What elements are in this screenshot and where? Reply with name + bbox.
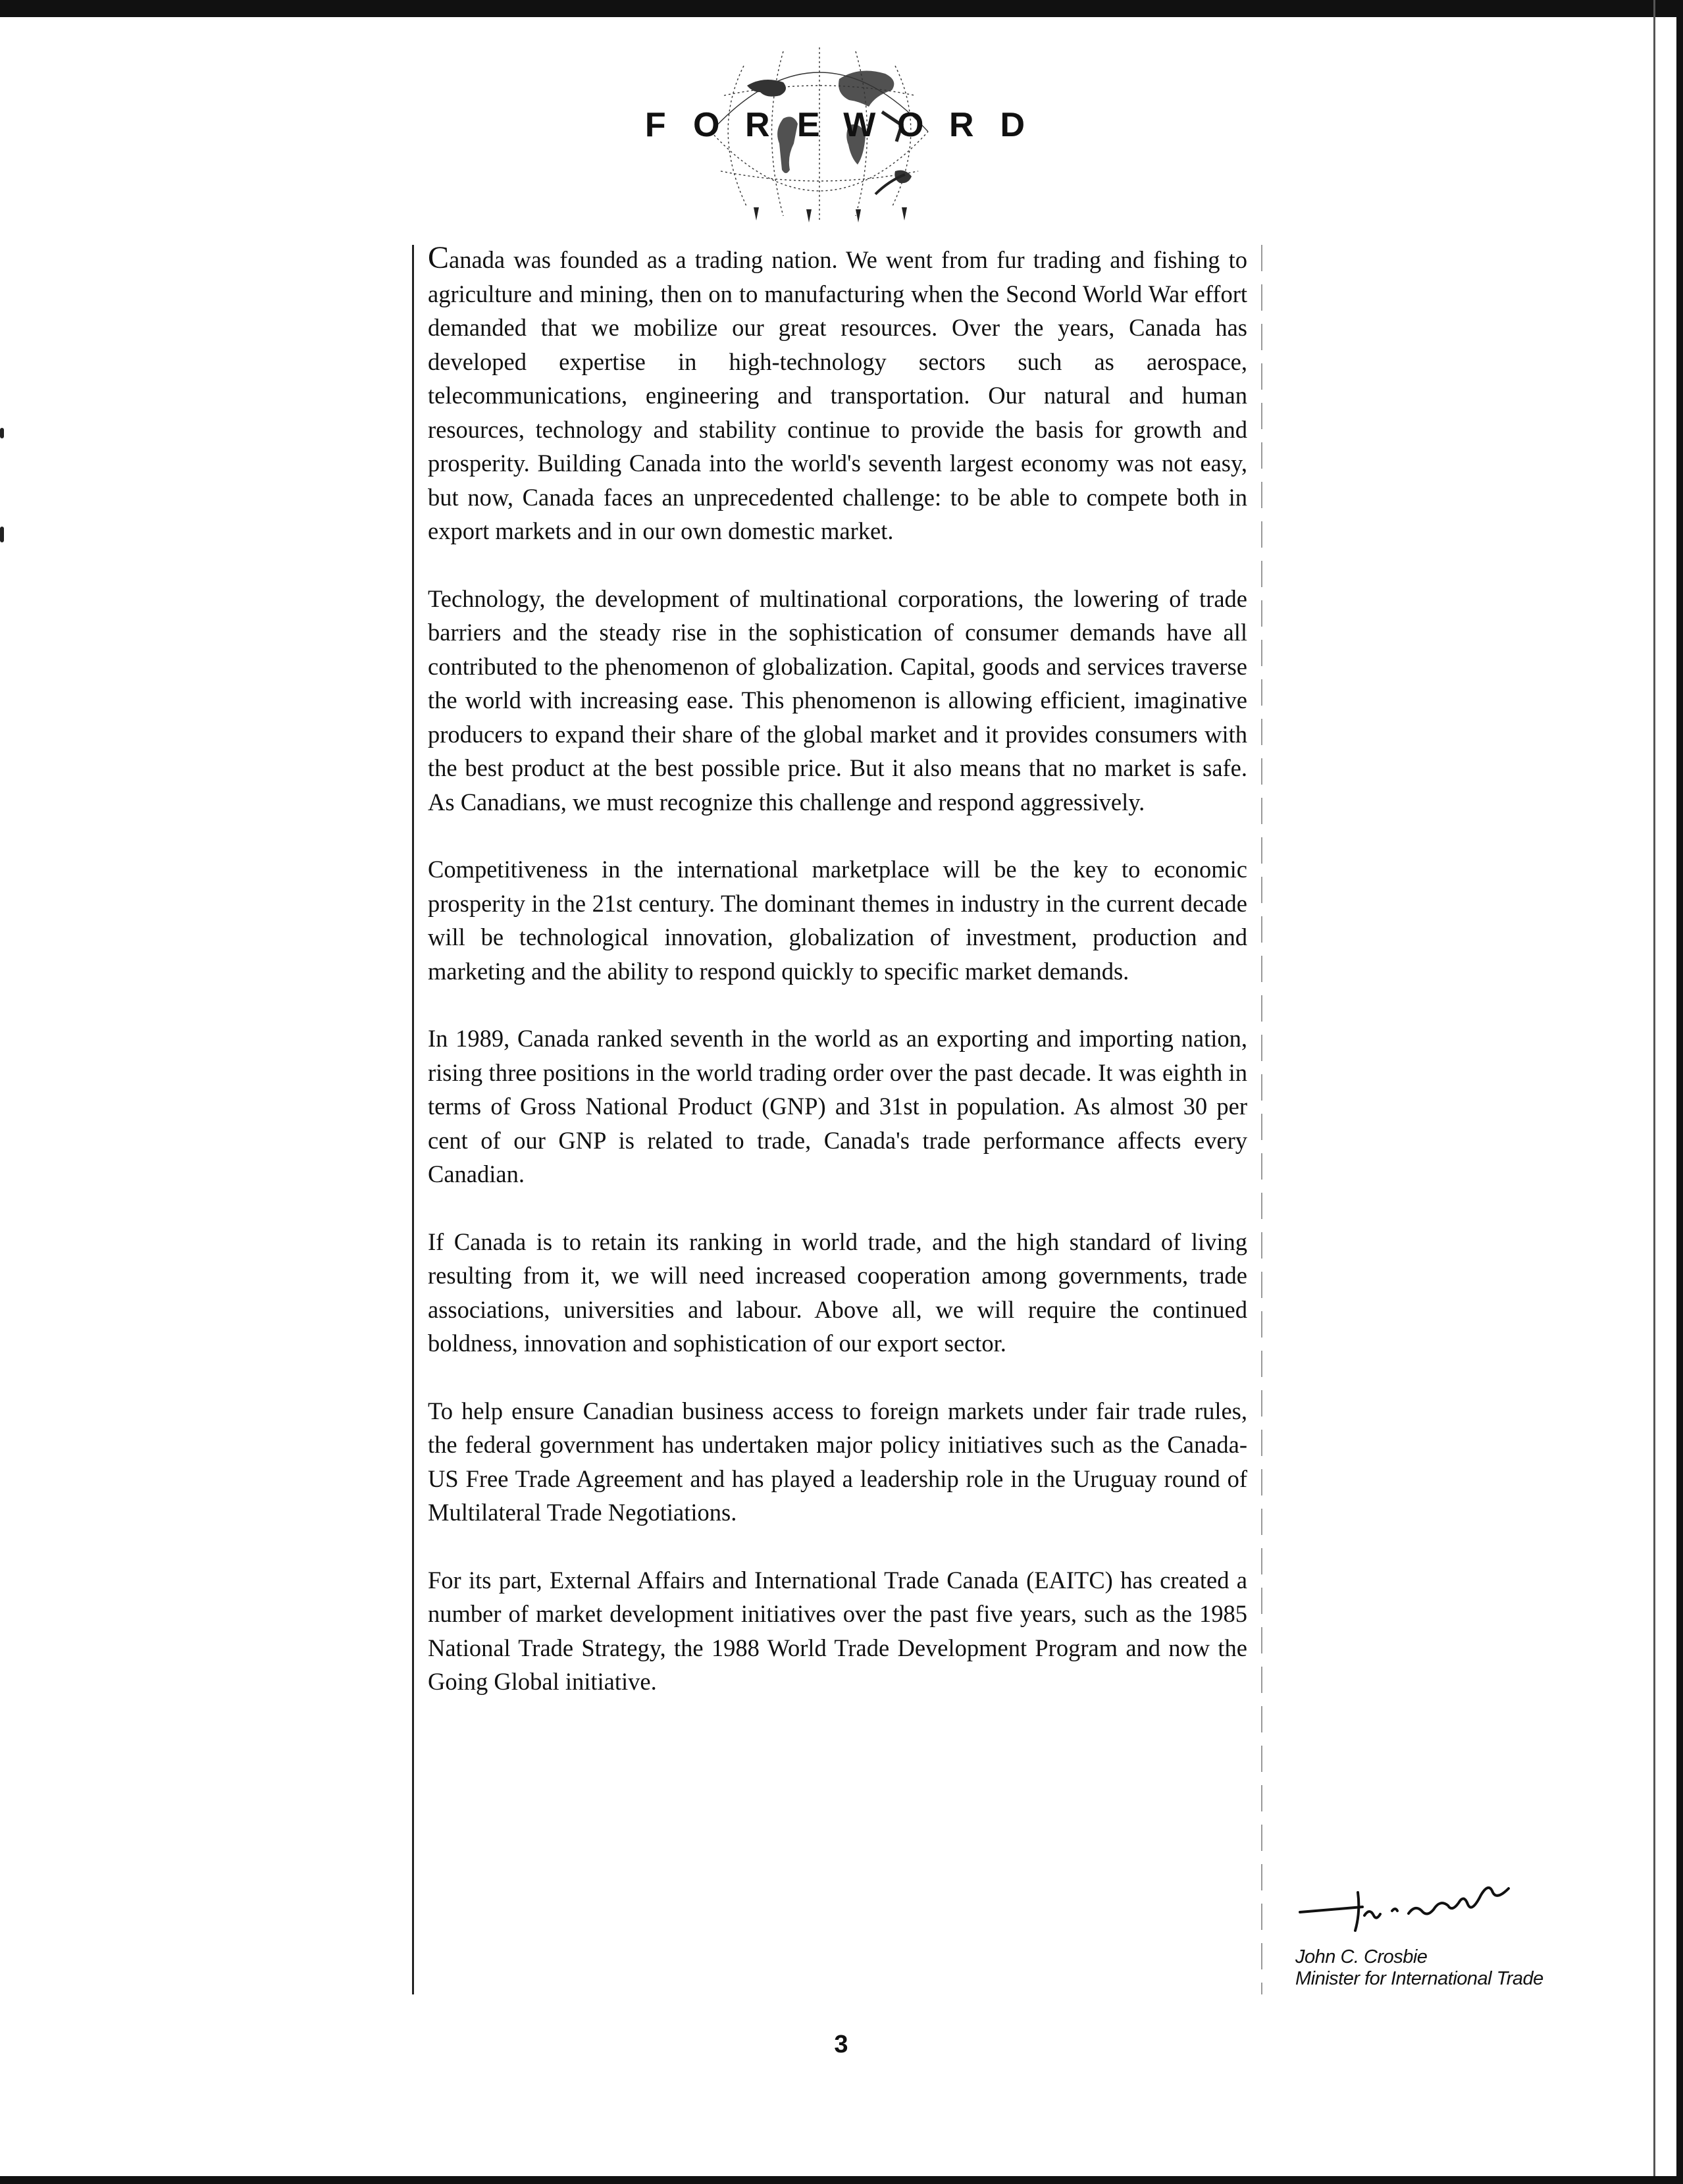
paragraph: In 1989, Canada ranked seventh in the world as an exporting and importing nation, rising three positions in the world trading order over the past decade. It was eighth in terms of Gross National Product (GNP) and 31st in population. As almost 30 per cent of our GNP is related to trade, Canada's trade performance affects every Canadian. xyxy=(428,1025,1247,1187)
scan-speck xyxy=(0,527,4,542)
title-letter: R xyxy=(948,106,978,144)
scan-border-right xyxy=(1676,0,1683,2184)
title-letter: F xyxy=(644,106,670,144)
handwritten-signature xyxy=(1293,1866,1543,1938)
scan-border-top xyxy=(0,0,1683,17)
title-letter: E xyxy=(796,106,824,144)
paragraph: To help ensure Canadian business access to foreign markets under fair trade rules, the federal government has undertaken major policy initiatives such as the Canada-US Free Trade Agreement and has played a leadership role in the Uruguay round of Multilateral Trade Negotiations. xyxy=(428,1397,1247,1526)
signatory-title: Minister for International Trade xyxy=(1295,1968,1543,1989)
scan-border-right-inner xyxy=(1653,0,1655,2184)
paragraph: Technology, the development of multinational corporations, the lowering of trade barriers and the steady rise in the sophistication of consumer demands have all contributed to the phenomenon of globalization. Capital, goods and services traverse the world with increasing ease. This phenomenon is allowing efficient, imaginative producers to expand their share of the global market and it provides consumers with the best product at the best possible price. But it also means that no market is safe. As Canadians, we must recognize this challenge and respond aggressively. xyxy=(428,585,1247,816)
foreword-body xyxy=(428,241,1247,1732)
title-letter: O xyxy=(693,106,724,144)
paragraph: If Canada is to retain its ranking in world trade, and the high standard of living resulting from it, we will need increased cooperation among governments, trade associations, universities and labour. Above all, we will require the continued boldness, innovation and sophistication of our export sector. xyxy=(428,1228,1247,1357)
paragraph: Canada was founded as a trading nation. We went from fur trading and fishing to agriculture and mining, then on to manufacturing when the Second World War effort demanded that we mobilize our great resources. Over the years, Canada has developed expertise in high-technology sectors such as aerospace, telecommunications, engineering and transportation. Our natural and human resources, technology and stability continue to provide the basis for growth and prosperity. Building Canada into the world's seventh largest economy was not easy, but now, Canada faces an unprecedented challenge: to be able to compete both in export markets and in our own domestic market. xyxy=(428,240,1247,544)
page-title xyxy=(632,99,1040,151)
left-column-rule xyxy=(412,245,414,1994)
title-letter: R xyxy=(744,106,774,144)
scan-speck xyxy=(0,428,4,438)
title-letter: O xyxy=(897,106,928,144)
right-column-rule xyxy=(1261,245,1262,1994)
paragraph: Competitiveness in the international marketplace will be the key to economic prosperity in the 21st century. The dominant themes in industry in the current decade will be technological innovation, globalization of investment, production and marketing and the ability to respond quickly to specific market demands. xyxy=(428,856,1247,985)
scan-border-bottom xyxy=(0,2176,1683,2184)
signatory-name: John C. Crosbie xyxy=(1295,1946,1428,1967)
title-letter: D xyxy=(1000,106,1029,144)
title-letter: W xyxy=(843,106,880,144)
page-number: 3 xyxy=(834,2031,848,2058)
paragraph: For its part, External Affairs and International Trade Canada (EAITC) has created a number of market development initiatives over the past five years, such as the 1985 National Trade Strategy, the 1988 World Trade Development Program and now the Going Global initiative. xyxy=(428,1566,1247,1695)
